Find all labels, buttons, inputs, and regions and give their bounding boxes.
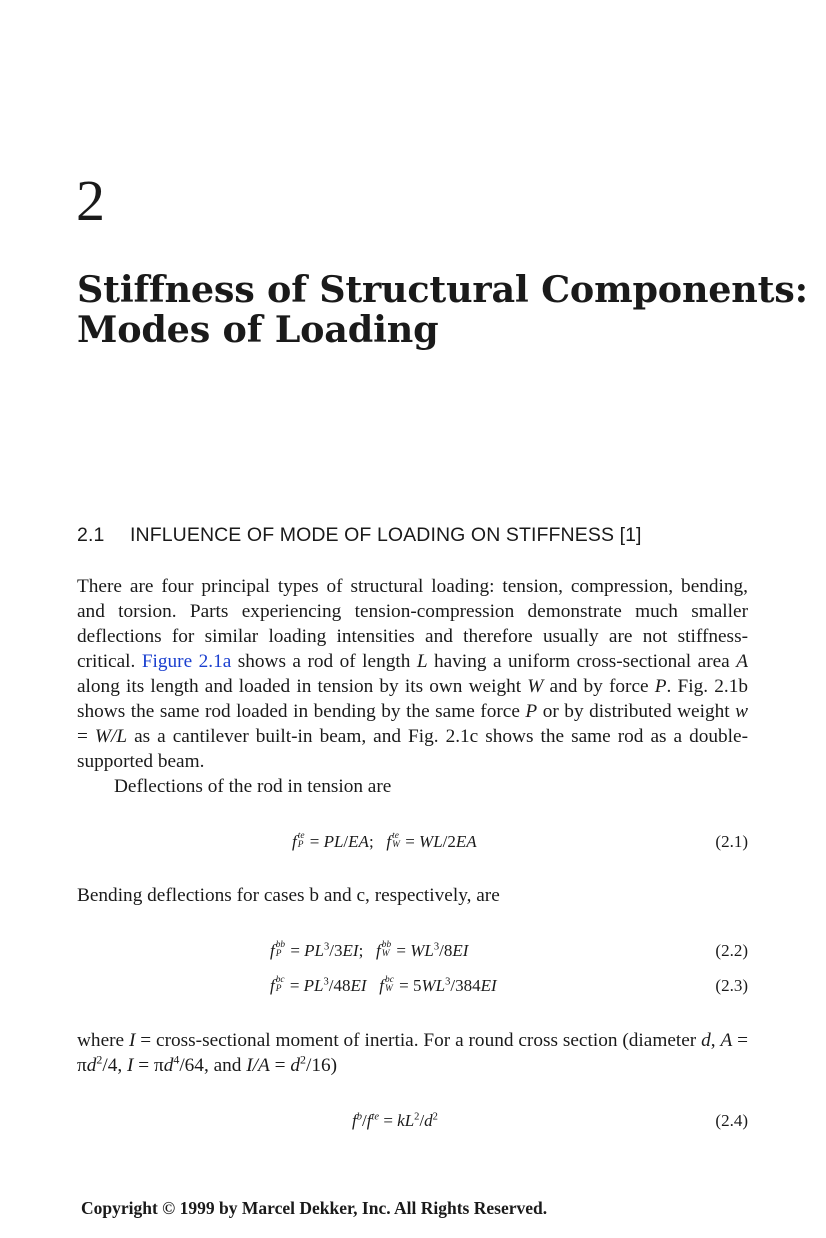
equation-number: (2.1) <box>715 832 748 851</box>
math-var: w <box>735 701 748 722</box>
superscript: 4 <box>173 1052 180 1067</box>
copyright-notice: Copyright © 1999 by Marcel Dekker, Inc. All Rights Reserved. <box>81 1198 548 1218</box>
superscript: 2 <box>299 1052 306 1067</box>
text-run: = π <box>77 1030 748 1076</box>
text-run: = cross-sectional moment of inertia. For a round cross section (diameter <box>135 1030 702 1051</box>
text-run: , <box>710 1030 721 1051</box>
equation-2-4: $f^b/f^{te} = kL^2/d^2$ <box>352 1111 438 1130</box>
text-run: /4, <box>102 1055 128 1076</box>
math-var: I <box>128 1030 136 1051</box>
math-var: d <box>163 1055 174 1076</box>
text-run: /16) <box>305 1055 338 1076</box>
equation-number: (2.2) <box>715 941 748 960</box>
superscript: 2 <box>96 1052 103 1067</box>
figure-link[interactable]: Figure 2.1a <box>141 651 232 672</box>
text-run: = <box>269 1055 291 1076</box>
math-var: A <box>720 1030 733 1051</box>
section-number: 2.1 <box>77 524 105 546</box>
text-run: = π <box>133 1055 164 1076</box>
chapter-title-line-2: Modes of Loading <box>77 308 439 351</box>
body-paragraph-3: Bending deflections for cases b and c, respectively, are <box>77 885 500 906</box>
math-var: P <box>654 676 667 697</box>
text-run: shows a rod of length <box>231 651 417 672</box>
math-var: d <box>290 1055 300 1076</box>
section-reference[interactable]: [1] <box>619 524 642 546</box>
section-heading <box>77 524 642 547</box>
chapter-title-line-1: Stiffness of Structural Components: <box>77 268 808 311</box>
body-paragraph-2: Deflections of the rod in tension are <box>114 776 392 797</box>
math-var: I/A <box>246 1055 270 1076</box>
math-var: W <box>527 676 544 697</box>
equation-2-2: f bb P = $PL^3/3EI$; f bb W = $WL^3/8EI$ <box>270 940 469 960</box>
text-run: along its length and loaded in tension by its own weight <box>77 676 528 697</box>
equation-2-1: f te P = PL/EA; f te W = WL/2EA <box>292 831 477 851</box>
text-run: = <box>77 726 95 747</box>
math-var: L <box>416 651 428 672</box>
section-title: INFLUENCE OF MODE OF LOADING ON STIFFNESS <box>130 524 615 546</box>
math-var: d <box>701 1030 711 1051</box>
text-run: . Fig. 2.1b shows the same rod loaded in bending by the same force <box>77 676 748 722</box>
text-run: and by force <box>543 676 655 697</box>
math-var: d <box>86 1055 97 1076</box>
math-var: I <box>127 1055 134 1076</box>
math-var: P <box>525 701 538 722</box>
text-run: There are four principal types of structural loading: tension, compression, bending, and torsion. Parts experiencing tension-compression demonstrate much smaller deflections for similar loading intensities and therefore usually are not stiffness-critical. <box>77 576 748 672</box>
math-var: W/L <box>94 726 128 747</box>
body-paragraph-4 <box>77 1028 748 1078</box>
equation-number: (2.3) <box>715 976 748 995</box>
chapter-number: 2 <box>76 168 105 233</box>
text-run: /64, and <box>179 1055 247 1076</box>
equation-2-3: f bc P = $PL^3/48EI$ f bc W = $5WL^3/384EI$ <box>270 975 497 995</box>
text-run: or by distributed weight <box>537 701 736 722</box>
body-paragraph-1 <box>77 574 748 799</box>
text-run: where <box>77 1030 129 1051</box>
math-var: A <box>736 651 748 672</box>
text-run: as a cantilever built-in beam, and Fig. 2.1c shows the same rod as a double-supported beam. <box>77 726 748 772</box>
chapter-title <box>77 270 808 350</box>
equation-number: (2.4) <box>715 1111 748 1130</box>
text-run: having a uniform cross-sectional area <box>427 651 737 672</box>
